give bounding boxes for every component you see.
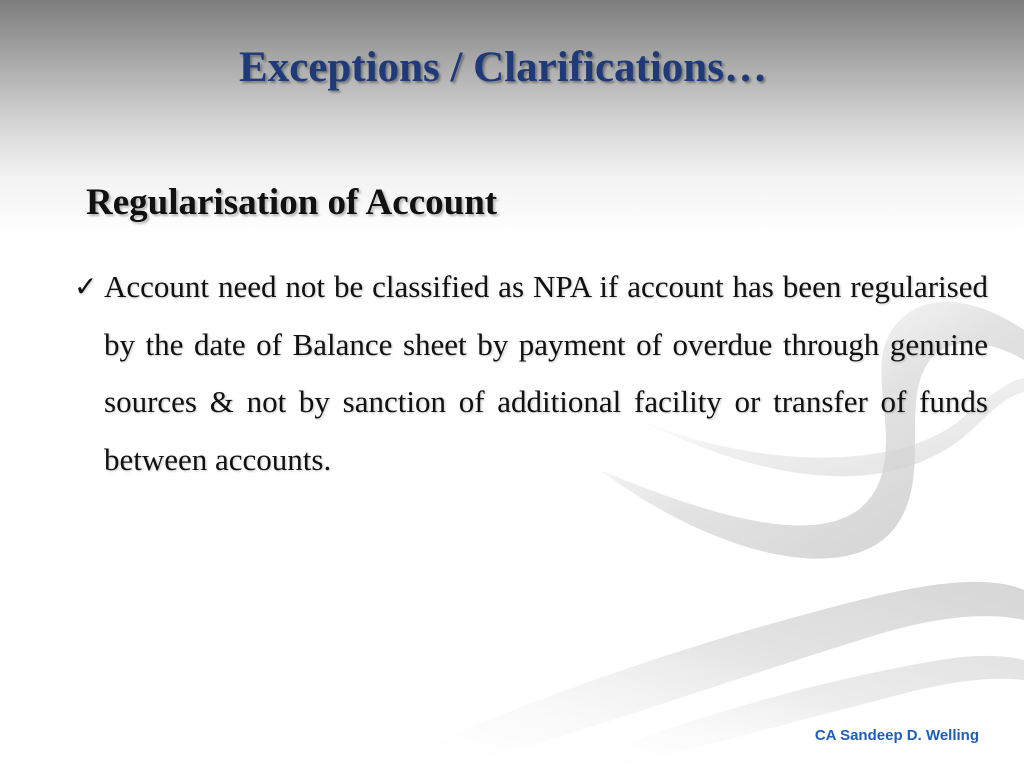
slide-title: Exceptions / Clarifications… (239, 44, 767, 91)
bullet-point (74, 258, 988, 488)
check-mark-icon: ✓ (74, 270, 98, 303)
bullet-point-text: Account need not be classified as NPA if account has been regularised by the date of Balance sheet by payment of overdue through genuine sources & not by sanction of additional facility or transfer of funds between accounts. (104, 269, 988, 477)
footer-author: CA Sandeep D. Welling (814, 727, 979, 744)
section-heading: Regularisation of Account (86, 182, 498, 223)
